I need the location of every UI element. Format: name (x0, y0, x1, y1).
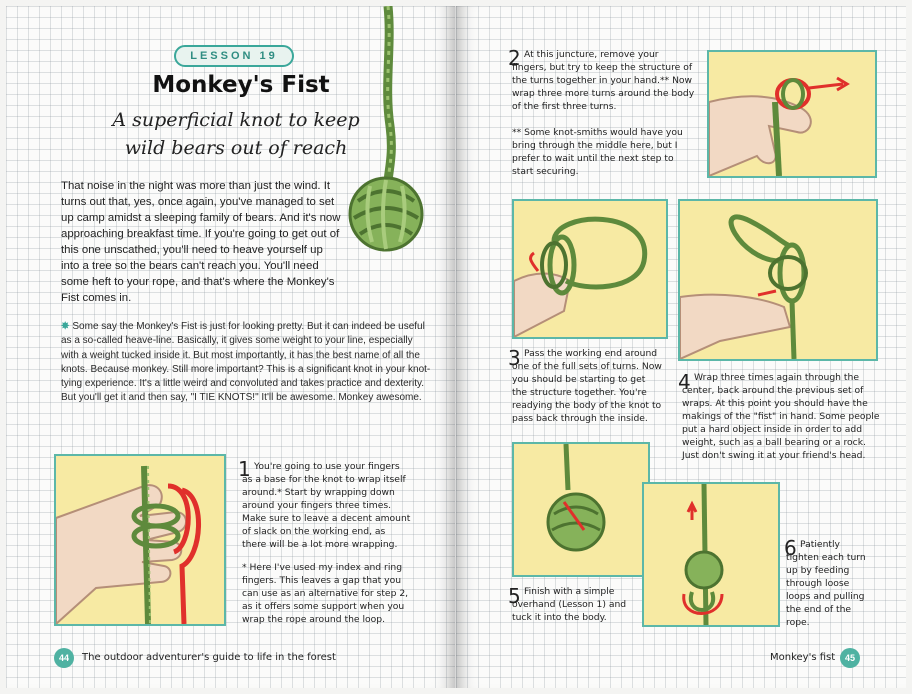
step1-text: You're going to use your fingers as a base for the knot to wrap itself around.* Start by wrapping down around your fingers three times. Make sure to leave a decent amount of slack on the working end, as there will be a lot more wrapping. (242, 461, 411, 550)
step4-photo (678, 199, 878, 361)
step1-number: 1 (238, 457, 251, 481)
step6-text: Patiently tighten each turn up by feeding through loose loops and pulling the end of the rope. (786, 539, 866, 628)
right-page (456, 6, 906, 688)
page-title: Monkey's Fist (152, 72, 330, 98)
step6-photo (642, 482, 780, 627)
step4-number: 4 (678, 370, 691, 394)
note-paragraph (61, 320, 433, 406)
page-subtitle: A superficial knot to keep wild bears out of reach (112, 109, 360, 159)
step6-number: 6 (784, 536, 797, 560)
step3-number: 3 (508, 346, 521, 370)
page-number-left: 44 (54, 648, 74, 668)
step5-text: Finish with a simple overhand (Lesson 1) and tuck it into the body. (512, 586, 627, 623)
step3-photo (512, 199, 668, 339)
footer-lesson-title: Monkey's fist (770, 652, 836, 663)
step5-photo (512, 442, 650, 577)
lesson-label: LESSON 19 (174, 45, 294, 67)
step1-photo (54, 454, 226, 626)
footer-book-title: The outdoor adventurer's guide to life in the forest (82, 652, 336, 663)
left-page (6, 6, 456, 688)
step1-footnote: * Here I've used my index and ring fingers. This leaves a gap that you can use as an alternative for step 2, as it offers some support when you wrap the rope around the loop. (242, 562, 409, 625)
step4-text: Wrap three times again through the center, back around the previous set of wraps. At this point you should have the makings of the "fist" in hand. Some people put a hard object inside in order to add weight, such as a ball bearing or a rock. Just don't swing it at your friend's head. (682, 372, 880, 461)
monkeys-fist-illustration (336, 6, 436, 256)
page-number-right: 45 (840, 648, 860, 668)
step2-number: 2 (508, 46, 521, 70)
step2-footnote: ** Some knot-smiths would have you bring through the middle here, but I prefer to wait until the next step to start securing. (512, 127, 683, 177)
step2-text: At this juncture, remove your fingers, but try to keep the structure of the turns together in your hand.** Now wrap three more turns around the body of the first three turns. (512, 49, 695, 112)
step5-number: 5 (508, 584, 521, 608)
asterisk-icon: ✸ (61, 321, 70, 332)
intro-paragraph: That noise in the night was more than just the wind. It turns out that, yes, once again, you've managed to set up camp amidst a sleeping family of bears. And it's now approaching breakfast time. If you're going to get out of this one unscathed, you'll need to heave yourself up into a tree so the bears can't reach you. You'll need some heft to your rope, and that's where the Monkey's Fist comes in. (61, 180, 341, 304)
step2-photo (707, 50, 877, 178)
step3-text: Pass the working end around one of the full sets of turns. Now you should be starting to get the structure together. You're readying the body of the knot to pass back through the inside. (512, 348, 662, 424)
note-text: Some say the Monkey's Fist is just for looking pretty. But it can indeed be useful as a so-called heave-line. Basically, it gives some weight to your line, especially with a weight tucked inside it. But most importantly, it has the best name of all the knots. Because monkey. Still more important? This is a significant knot in your knot-tying experience. It's a little weird and convoluted and takes practice and dexterity. But you'll get it and then say, "I TIE KNOTS!" It'll be awesome. Monkey awesome. (61, 321, 431, 404)
